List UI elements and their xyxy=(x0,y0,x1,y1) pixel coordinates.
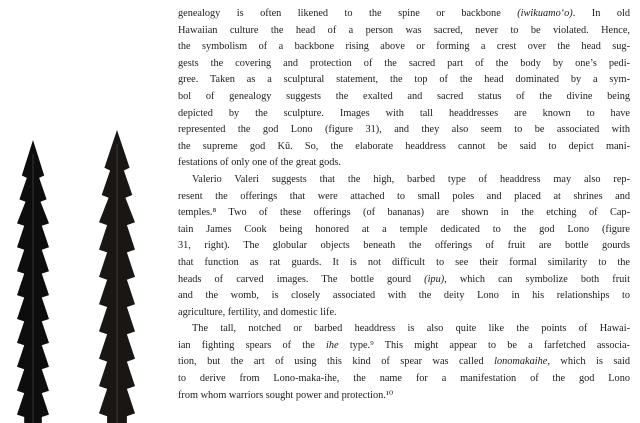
text-run: represented the god Lono (figure 31), and they also seem to be associated with xyxy=(178,124,630,136)
text-line xyxy=(178,106,630,123)
text-run: . In old xyxy=(572,8,630,19)
text-line xyxy=(178,155,630,172)
spear-point-right xyxy=(99,130,135,423)
text-line xyxy=(178,305,630,322)
text-line xyxy=(178,6,630,23)
text-run: Valerio Valeri suggests that the high, barbed type of headdress may also rep- xyxy=(192,173,630,185)
text-run: from whom warriors sought power and protection.¹⁰ xyxy=(178,389,394,401)
text-run: gree. Taken as a sculptural statement, the top of the head dominated by a sym- xyxy=(178,74,630,86)
text-line xyxy=(178,388,630,405)
text-line xyxy=(178,338,630,355)
text-line xyxy=(178,288,630,305)
text-run: that function as rat guards. It is not difficult to see their formal similarity to the xyxy=(178,256,630,268)
italic-term: (ipu) xyxy=(424,273,445,285)
text-run: type.⁹ This might appear to be a farfetched associa- xyxy=(338,339,630,351)
text-run: 31, right). The globular objects beneath the offerings of fruit are bottle gourds xyxy=(178,240,630,252)
body-text xyxy=(178,6,630,404)
text-run: depicted by the sculpture. Images with tall headdresses are known to have xyxy=(178,107,630,119)
italic-term: lonomakaihe xyxy=(494,356,548,368)
text-run: Hawaiian culture the head of a person was sacred, never to be violated. Hence, xyxy=(178,24,630,36)
text-line xyxy=(178,23,630,40)
text-line xyxy=(178,172,630,189)
spear-points-illustration xyxy=(0,0,175,423)
text-run: genealogy is often likened to the spine or backbone xyxy=(178,8,518,19)
italic-term: (iwikuamo‘o) xyxy=(517,8,573,19)
text-line xyxy=(178,205,630,222)
text-line xyxy=(178,321,630,338)
text-run: resent the offerings that were attached to small poles and placed at shrines and xyxy=(178,190,630,202)
text-run: tain James Cook being honored at a temple dedicated to the god Lono (figure xyxy=(178,223,630,235)
text-run: bol of genealogy suggests the exalted and sacred status of the divine being xyxy=(178,90,630,102)
text-run: , which can symbolize both fruit xyxy=(444,273,630,285)
text-line xyxy=(178,139,630,156)
text-line xyxy=(178,272,630,289)
text-run: festations of only one of the great gods. xyxy=(178,157,341,169)
text-line xyxy=(178,238,630,255)
text-run: The tall, notched or barbed headdress is also quite like the points of Hawai- xyxy=(192,323,630,335)
text-line xyxy=(178,222,630,239)
text-run: and the womb, is closely associated with the deity Lono in his relationships to xyxy=(178,290,630,302)
text-run: agriculture, fertility, and domestic life. xyxy=(178,306,337,318)
text-line xyxy=(178,189,630,206)
text-run: temples.⁸ Two of these offerings (of bananas) are shown in the etching of Cap- xyxy=(178,207,630,219)
text-run: ian fighting spears of the xyxy=(178,339,327,351)
text-line xyxy=(178,371,630,388)
spear-points-figure xyxy=(0,0,175,423)
text-run: to derive from Lono-maka-ihe, the name for a manifestation of the god Lono xyxy=(178,373,630,385)
text-run: the supreme god Kū. So, the elaborate headdress cannot be said to depict mani- xyxy=(178,140,630,152)
text-run: gests the covering and protection of the sacred part of the body by one’s pedi- xyxy=(178,57,630,69)
text-line xyxy=(178,56,630,73)
spear-point-left xyxy=(17,140,49,423)
text-run: tion, but the art of using this kind of spear was called xyxy=(178,356,495,368)
text-line xyxy=(178,122,630,139)
text-line xyxy=(178,255,630,272)
italic-term: ihe xyxy=(326,339,339,351)
text-run: heads of carved images. The bottle gourd xyxy=(178,273,425,285)
text-line xyxy=(178,89,630,106)
text-line xyxy=(178,354,630,371)
text-line xyxy=(178,72,630,89)
text-run: , which is said xyxy=(547,356,630,368)
text-run: the symbolism of a backbone rising above or forming a crest over the head sug- xyxy=(178,41,630,53)
text-line xyxy=(178,39,630,56)
